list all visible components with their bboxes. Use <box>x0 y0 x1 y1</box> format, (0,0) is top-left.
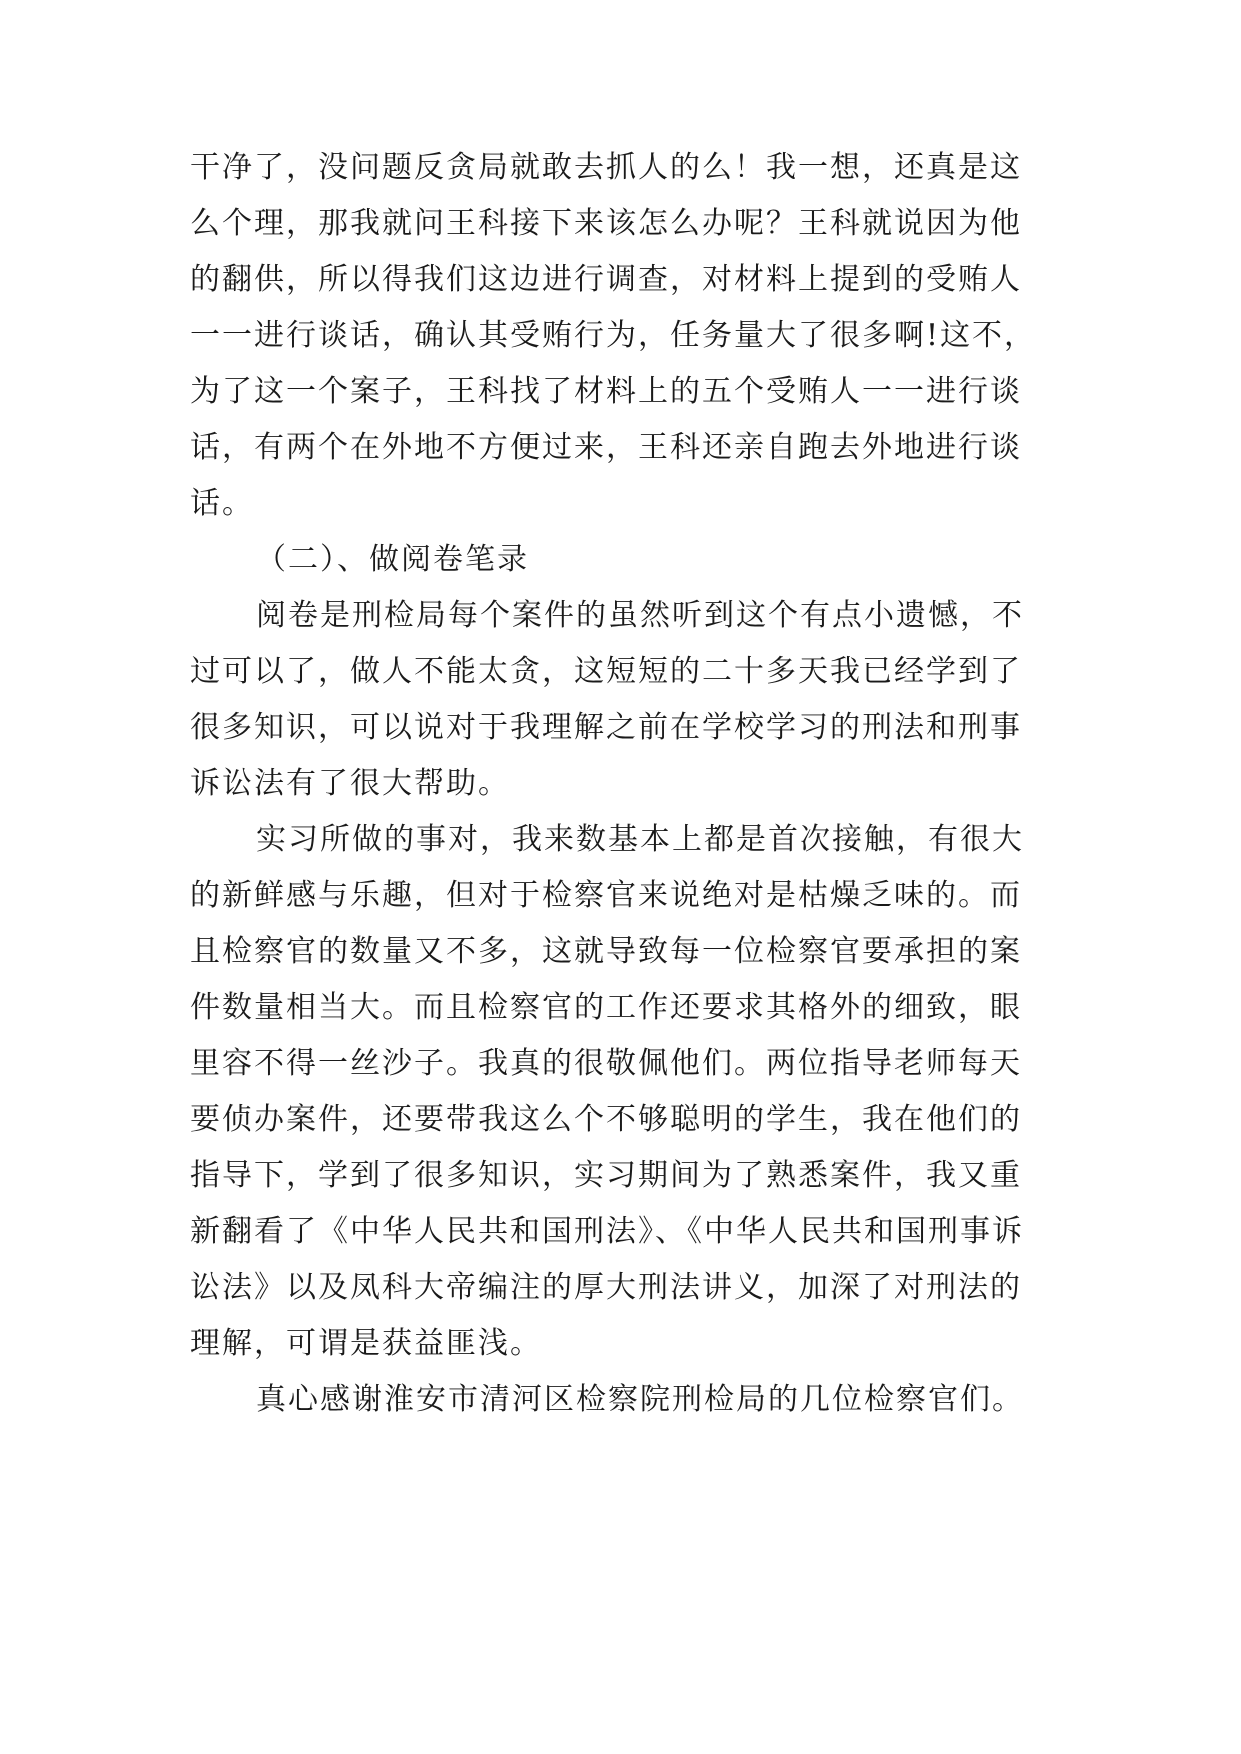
text-line: 的新鲜感与乐趣，但对于检察官来说绝对是枯燥乏味的。而 <box>190 878 1022 913</box>
text-line: 的翻供，所以得我们这边进行调查，对材料上提到的受贿人 <box>190 262 1022 297</box>
text-line: 过可以了，做人不能太贪，这短短的二十多天我已经学到了 <box>190 654 1022 689</box>
text-line: 一一进行谈话，确认其受贿行为，任务量大了很多啊!这不， <box>190 318 1037 353</box>
text-line: 诉讼法有了很大帮助。 <box>190 766 510 801</box>
text-line: 新翻看了《中华人民共和国刑法》、《中华人民共和国刑事诉 <box>190 1214 1024 1249</box>
text-line: 且检察官的数量又不多，这就导致每一位检察官要承担的案 <box>190 934 1022 969</box>
text-line: 话。 <box>190 486 254 521</box>
section-heading: （二）、做阅卷笔录 <box>256 542 529 577</box>
text-line: 里容不得一丝沙子。我真的很敬佩他们。两位指导老师每天 <box>190 1046 1022 1081</box>
text-line: 干净了，没问题反贪局就敢去抓人的么！我一想，还真是这 <box>190 150 1022 185</box>
text-line: 指导下，学到了很多知识，实习期间为了熟悉案件，我又重 <box>190 1158 1022 1193</box>
text-line: 件数量相当大。而且检察官的工作还要求其格外的细致，眼 <box>190 990 1022 1025</box>
text-line: 理解，可谓是获益匪浅。 <box>190 1326 542 1361</box>
text-line: 么个理，那我就问王科接下来该怎么办呢？王科就说因为他 <box>190 206 1022 241</box>
text-line: 很多知识，可以说对于我理解之前在学校学习的刑法和刑事 <box>190 710 1022 745</box>
text-line: 讼法》以及凤科大帝编注的厚大刑法讲义，加深了对刑法的 <box>190 1270 1022 1305</box>
paragraph-first-line: 实习所做的事对，我来数基本上都是首次接触，有很大 <box>256 822 1024 857</box>
text-line: 话，有两个在外地不方便过来，王科还亲自跑去外地进行谈 <box>190 430 1022 465</box>
text-line: 要侦办案件，还要带我这么个不够聪明的学生，我在他们的 <box>190 1102 1022 1137</box>
paragraph-first-line: 阅卷是刑检局每个案件的虽然听到这个有点小遗憾，不 <box>256 598 1024 633</box>
text-line: 为了这一个案子，王科找了材料上的五个受贿人一一进行谈 <box>190 374 1022 409</box>
paragraph-first-line: 真心感谢淮安市清河区检察院刑检局的几位检察官们。 <box>256 1382 1024 1417</box>
